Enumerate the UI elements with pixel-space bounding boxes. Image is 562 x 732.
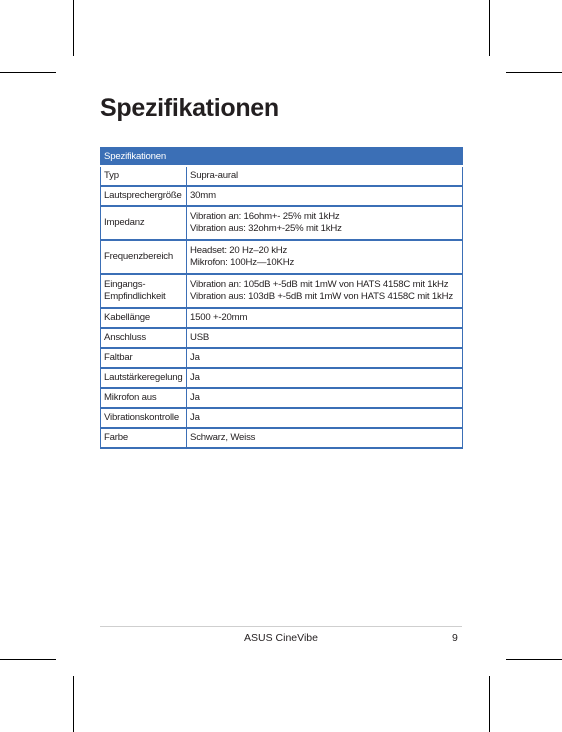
- spec-value-line: Mikrofon: 100Hz—10KHz: [190, 257, 295, 268]
- table-row: [101, 328, 463, 348]
- spec-label: [101, 274, 187, 308]
- spec-value: Schwarz, Weiss: [187, 428, 463, 448]
- spec-value: [187, 240, 463, 274]
- spec-value: Ja: [187, 388, 463, 408]
- spec-value: Ja: [187, 408, 463, 428]
- spec-label: Faltbar: [101, 348, 187, 368]
- spec-label: Kabellänge: [101, 308, 187, 328]
- footer-divider: [100, 626, 462, 627]
- spec-label: Mikrofon aus: [101, 388, 187, 408]
- spec-value: Ja: [187, 368, 463, 388]
- spec-value-line: Vibration an: 16ohm+- 25% mit 1kHz: [190, 211, 340, 222]
- spec-value: Supra-aural: [187, 166, 463, 186]
- page-title: Spezifikationen: [100, 94, 279, 122]
- spec-value: USB: [187, 328, 463, 348]
- spec-label: Vibrationskontrolle: [101, 408, 187, 428]
- spec-label: Impedanz: [101, 206, 187, 240]
- table-header: Spezifikationen: [101, 148, 463, 167]
- table-header-row: [101, 148, 463, 167]
- spec-value: [187, 274, 463, 308]
- crop-mark: [0, 72, 56, 73]
- spec-label: Frequenzbereich: [101, 240, 187, 274]
- crop-mark: [73, 0, 74, 56]
- table-row: [101, 408, 463, 428]
- specifications-table: [100, 147, 463, 449]
- page-number: 9: [452, 632, 458, 644]
- table-row: [101, 166, 463, 186]
- spec-label: Anschluss: [101, 328, 187, 348]
- spec-value: 1500 +-20mm: [187, 308, 463, 328]
- spec-label: Farbe: [101, 428, 187, 448]
- table-row: [101, 348, 463, 368]
- spec-value-line: Vibration an: 105dB +-5dB mit 1mW von HATS 4158C mit 1kHz: [190, 279, 449, 290]
- crop-mark: [489, 0, 490, 56]
- spec-value-line: Headset: 20 Hz–20 kHz: [190, 245, 288, 256]
- crop-mark: [0, 659, 56, 660]
- spec-label-line: Eingangs-: [104, 279, 146, 290]
- footer-product-name: ASUS CineVibe: [244, 632, 318, 644]
- spec-label-line: Empfindlichkeit: [104, 291, 166, 302]
- spec-value-line: Vibration aus: 103dB +-5dB mit 1mW von HATS 4158C mit 1kHz: [190, 291, 453, 302]
- table-row: [101, 388, 463, 408]
- crop-mark: [73, 676, 74, 732]
- crop-mark: [489, 676, 490, 732]
- table-row: [101, 206, 463, 240]
- crop-mark: [506, 72, 562, 73]
- spec-label: Lautstärkeregelung: [101, 368, 187, 388]
- spec-label: Lautsprechergröße: [101, 186, 187, 206]
- table-row: [101, 308, 463, 328]
- crop-mark: [506, 659, 562, 660]
- table-row: [101, 428, 463, 448]
- spec-value: [187, 206, 463, 240]
- table-row: [101, 186, 463, 206]
- table-row: [101, 274, 463, 308]
- spec-label: Typ: [101, 166, 187, 186]
- table-row: [101, 240, 463, 274]
- spec-value-line: Vibration aus: 32ohm+-25% mit 1kHz: [190, 223, 342, 234]
- spec-value: 30mm: [187, 186, 463, 206]
- table-row: [101, 368, 463, 388]
- spec-value: Ja: [187, 348, 463, 368]
